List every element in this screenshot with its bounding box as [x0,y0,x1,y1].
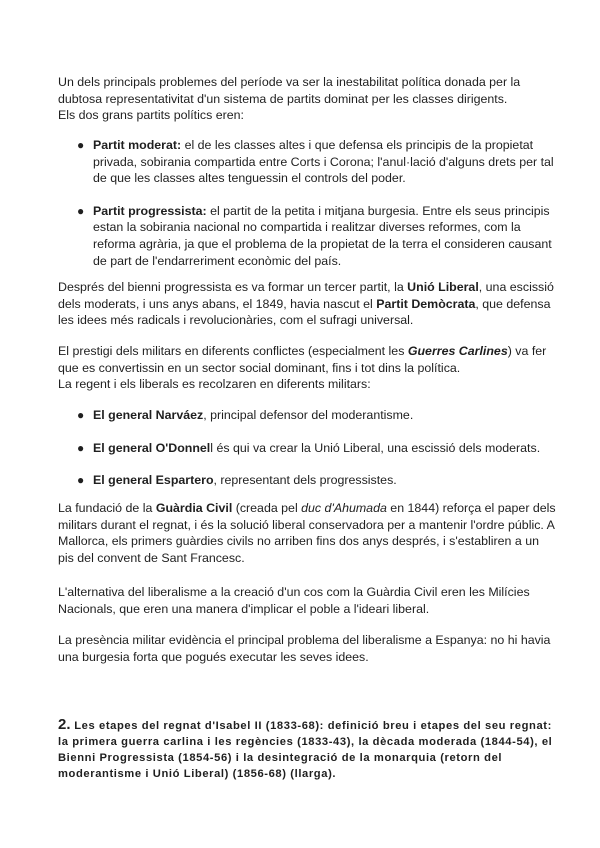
general-name: El general Narváez [93,408,204,422]
party-description: el de les classes altes i que defensa els principis de la propietat privada, sobirania compartida entre Corts i Corona; l'anul·lació d'alguns drets per tal de que les classes altes tenguessin el controls del poder. [93,138,554,186]
military-lead: La regent i els liberals es recolzaren en diferents militars: [58,377,371,392]
section-number: 2. [58,716,71,733]
party-name: Partit moderat: [93,138,182,152]
partit-democrata-term: Partit Demòcrata [376,296,476,311]
milicies-paragraph: L'alternativa del liberalisme a la creació d'un cos com la Guàrdia Civil eren les Milícies Nacionals, que eren una manera d'implicar el poble a l'ideari liberal. [58,585,530,616]
military-text: ) va fer que es convertissin en un sector social dominant, fins i tot dins la política. [58,344,547,375]
duc-ahumada-term: duc d'Ahumada [301,501,387,515]
list-item [58,203,558,269]
general-description: , principal defensor del moderantisme. [203,408,414,422]
union-liberal-term: Unió Liberal [407,280,479,294]
general-description: , representant dels progressistes. [213,473,397,488]
list-item [58,137,558,187]
party-name: Partit progressista: [93,203,207,218]
bienni-text: Després del bienni progressista es va formar un tercer partit, la [58,280,408,294]
guardia-text: en 1844) reforça el paper dels militars durant el regnat, i és la solució liberal conservadora per a mantenir l'ordre públic. A Mallorca, els primers guàrdies civils no arriben fins dos anys després, i s'establiren a un pis del convent de Sant Francesc. [58,501,556,565]
bienni-text: , una escissió dels moderats, i uns anys abans, el 1849, havia nascut el [58,280,554,311]
general-name: El general O'Donnel [93,440,211,455]
bullet-icon: ● [77,203,85,218]
conclusion-paragraph: La presència militar evidència el principal problema del liberalisme a Espanya: no hi havia una burgesia forta que pogués executar les seves idees. [58,633,551,664]
bullet-icon: ● [77,408,85,422]
general-name: El general Espartero [93,473,214,488]
list-item [58,407,558,424]
military-paragraph [58,343,558,393]
section-title: Les etapes del regnat d'Isabel II (1833-68): definició breu i etapes del seu regnat: la primera guerra carlina i les regències (1833-43), la dècada moderada (1844-54), el Bienni Progressista (1854-56) i la desintegració de la monarquia (retorn del moderantisme i Unió Liberal) (1856-68) (llarga). [58,720,553,780]
intro-parties-lead: Els dos grans partits polítics eren: [58,108,244,123]
intro-text: Un dels principals problemes del període va ser la inestabilitat política donada per la dubtosa representativitat d'un sistema de partits dominat per les classes dirigents. [58,75,521,106]
list-item [58,472,558,489]
party-description: el partit de la petita i mitjana burgesia. Entre els seus principis estan la sobirania nacional no compartida i realitzar diverses reformes, com la reforma agrària, ja que el problema de la propietat de la terra el consideren causant de part de l'endarreriment econòmic del país. [93,203,552,268]
guardia-civil-term: Guàrdia Civil [155,501,233,515]
guerres-carlines-term: Guerres Carlines [407,344,508,358]
parties-list [58,137,558,269]
intro-paragraph [58,74,558,124]
bienni-paragraph [58,279,558,329]
section-2-heading [58,717,558,782]
bullet-icon: ● [77,473,85,488]
bienni-text: , que defensa les idees més radicals i revolucionàries, com el sufragi universal. [58,296,551,328]
general-description: l és qui va crear la Unió Liberal, una escissió dels moderats. [210,440,541,455]
bullet-icon: ● [77,440,85,455]
generals-list [58,407,558,489]
guardia-text: La fundació de la [58,501,156,515]
list-item [58,440,558,457]
bullet-icon: ● [77,138,85,152]
guardia-text: (creada pel [232,501,302,515]
guardia-paragraph [58,500,558,566]
military-text: El prestigi dels militars en diferents conflictes (especialment les [58,344,408,358]
